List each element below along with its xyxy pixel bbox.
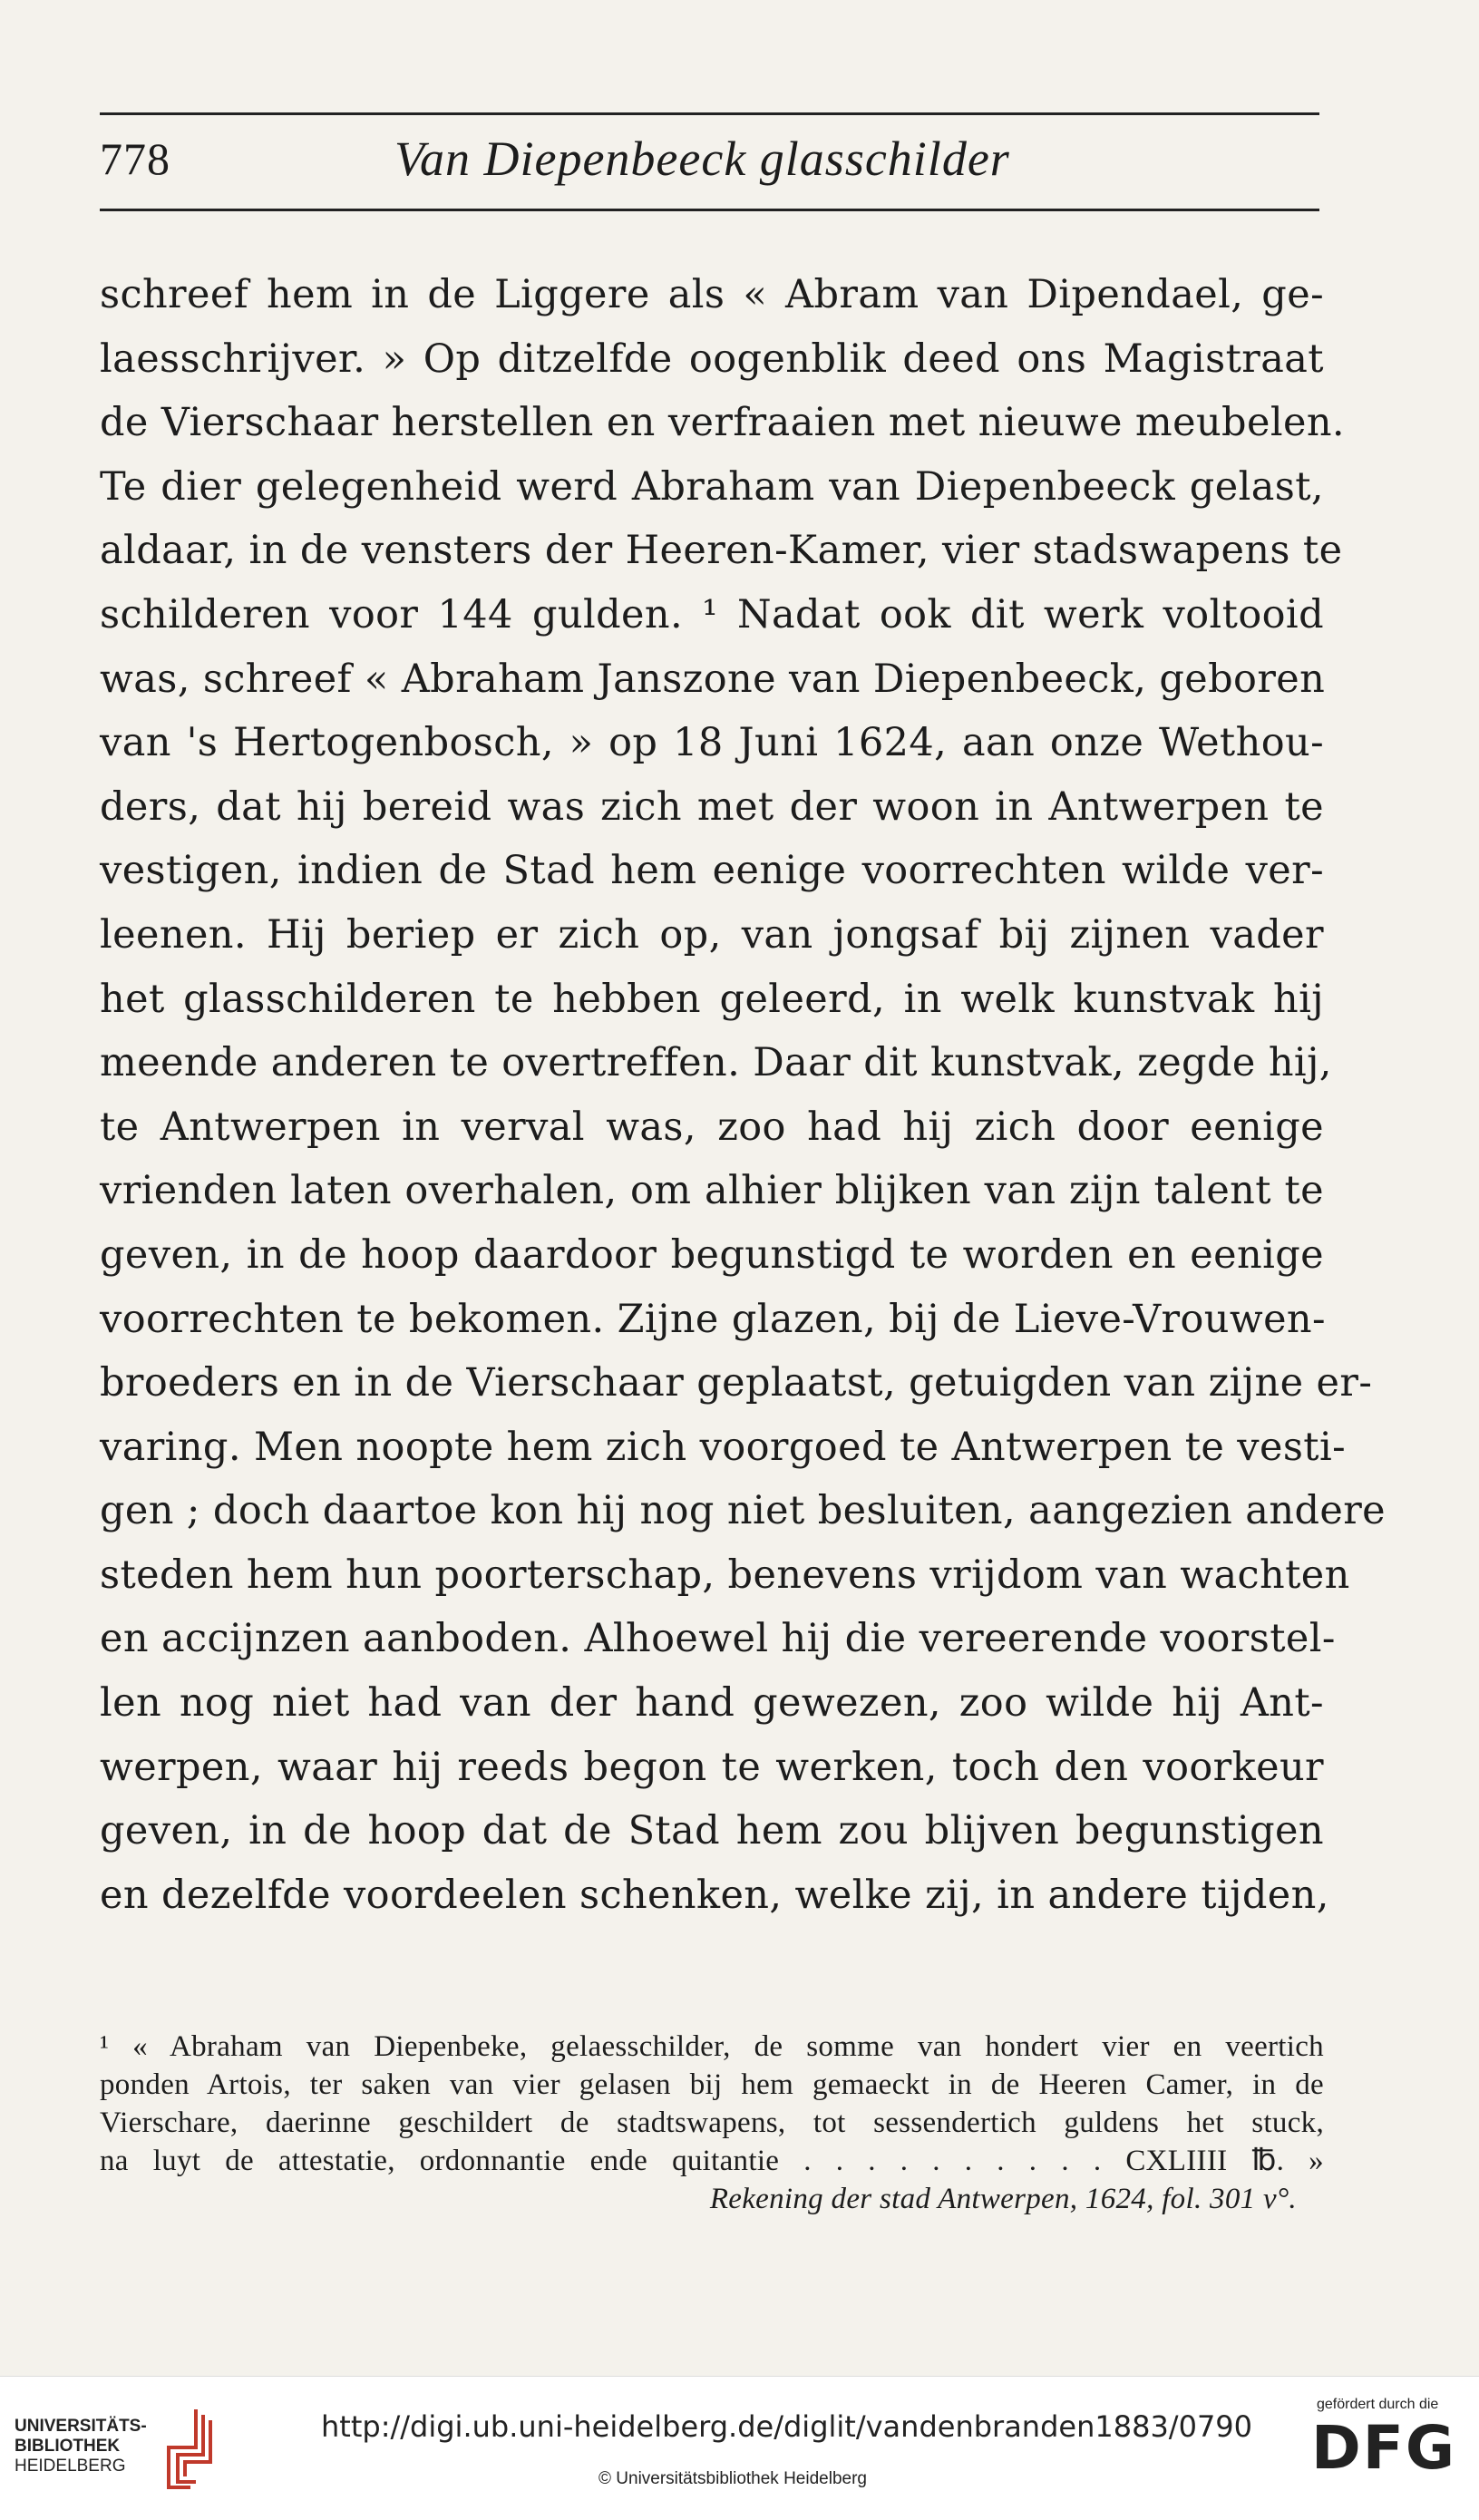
text-line: varing. Men noopte hem zich voorgoed te Antwerpen te vesti- bbox=[100, 1424, 1347, 1470]
text-line: ders, dat hij bereid was zich met der woon in Antwerpen te bbox=[100, 783, 1324, 830]
text-line: en accijnzen aanboden. Alhoewel hij die vereerende voorstel- bbox=[100, 1616, 1336, 1662]
dfg-logo bbox=[1311, 2397, 1465, 2496]
library-name-line: BIBLIOTHEK bbox=[15, 2437, 121, 2456]
funder-logo-text: DFG bbox=[1311, 2413, 1457, 2483]
text-line: vrienden laten overhalen, om alhier blijken van zijn talent te bbox=[100, 1168, 1324, 1214]
text-line: leenen. Hij beriep er zich op, van jongsaf bij zijnen vader bbox=[100, 911, 1324, 958]
page-url-link[interactable]: http://digi.ub.uni-heidelberg.de/diglit/vandenbranden1883/0790 bbox=[321, 2409, 1253, 2444]
text-line: schilderen voor 144 gulden. ¹ Nadat ook dit werk voltooid bbox=[100, 591, 1324, 637]
text-line: de Vierschaar herstellen en verfraaien met nieuwe meubelen. bbox=[100, 400, 1345, 446]
text-line: aldaar, in de vensters der Heeren-Kamer, vier stadswapens te bbox=[100, 528, 1343, 574]
library-name-line: UNIVERSITÄTS- bbox=[15, 2417, 147, 2436]
footnote-source: Rekening der stad Antwerpen, 1624, fol. 301 v°. bbox=[709, 2183, 1297, 2215]
text-line: broeders en in de Vierschaar geplaatst, getuigden van zijne er- bbox=[100, 1360, 1373, 1406]
running-title: Van Diepenbeeck glasschilder bbox=[394, 131, 1010, 186]
header-top-rule bbox=[100, 112, 1319, 115]
text-line: len nog niet had van der hand gewezen, zoo wilde hij Ant- bbox=[100, 1680, 1324, 1727]
text-line: meende anderen te overtreffen. Daar dit kunstvak, zegde hij, bbox=[100, 1040, 1332, 1086]
text-line: gen ; doch daartoe kon hij nog niet besluiten, aangezien andere bbox=[100, 1488, 1387, 1534]
text-line: schreef hem in de Liggere als « Abram van Dipendael, ge- bbox=[100, 272, 1324, 317]
footnote-line: na luyt de attestatie, ordonnantie ende quitantie . . . . . . . . . . CXLIIII ℔. » bbox=[100, 2145, 1324, 2177]
text-line: laesschrijver. » Op ditzelfde oogenblik deed ons Magistraat bbox=[100, 336, 1324, 382]
text-line: te Antwerpen in verval was, zoo had hij zich door eenige bbox=[100, 1104, 1324, 1150]
page-header bbox=[100, 125, 1319, 198]
text-line: vestigen, indien de Stad hem eenige voorrechten wilde ver- bbox=[100, 848, 1324, 894]
body-text bbox=[100, 263, 1387, 1927]
text-line: geven, in de hoop dat de Stad hem zou blijven begunstigen bbox=[100, 1808, 1324, 1854]
text-line: geven, in de hoop daardoor begunstigd te worden en eenige bbox=[100, 1231, 1324, 1278]
copyright-notice: © Universitätsbibliothek Heidelberg bbox=[598, 2469, 867, 2488]
text-line: was, schreef « Abraham Janszone van Diepenbeeck, geboren bbox=[100, 656, 1326, 702]
library-logo bbox=[15, 2404, 223, 2495]
text-line: Te dier gelegenheid werd Abraham van Diepenbeeck gelast, bbox=[100, 463, 1324, 510]
text-line: van 's Hertogenbosch, » op 18 Juni 1624, aan onze Wethou- bbox=[100, 720, 1324, 766]
text-line: en dezelfde voordeelen schenken, welke zij, in andere tijden, bbox=[100, 1872, 1329, 1918]
library-name-line: HEIDELBERG bbox=[15, 2457, 126, 2476]
footnote-line: ¹ « Abraham van Diepenbeke, gelaesschilder, de somme van hondert vier en veertich bbox=[100, 2030, 1324, 2063]
page-number: 778 bbox=[100, 133, 170, 184]
footnote bbox=[100, 2028, 1324, 2218]
footnote-line: ponden Artois, ter saken van vier gelasen bij hem gemaeckt in de Heeren Camer, in de bbox=[100, 2068, 1324, 2101]
digitization-footer bbox=[0, 2376, 1479, 2520]
funder-note: gefördert durch die bbox=[1317, 2397, 1439, 2412]
text-line: steden hem hun poorterschap, benevens vrijdom van wachten bbox=[100, 1552, 1350, 1598]
library-mark-icon bbox=[160, 2406, 218, 2491]
text-line: het glasschilderen te hebben geleerd, in welk kunstvak hij bbox=[100, 976, 1324, 1022]
text-line: werpen, waar hij reeds begon te werken, toch den voorkeur bbox=[100, 1744, 1324, 1790]
header-bottom-rule bbox=[100, 209, 1319, 211]
text-line: voorrechten te bekomen. Zijne glazen, bij de Lieve-Vrouwen- bbox=[100, 1296, 1326, 1342]
footnote-line: Vierschare, daerinne geschildert de stadtswapens, tot sessendertich guldens het stuck, bbox=[100, 2106, 1324, 2139]
